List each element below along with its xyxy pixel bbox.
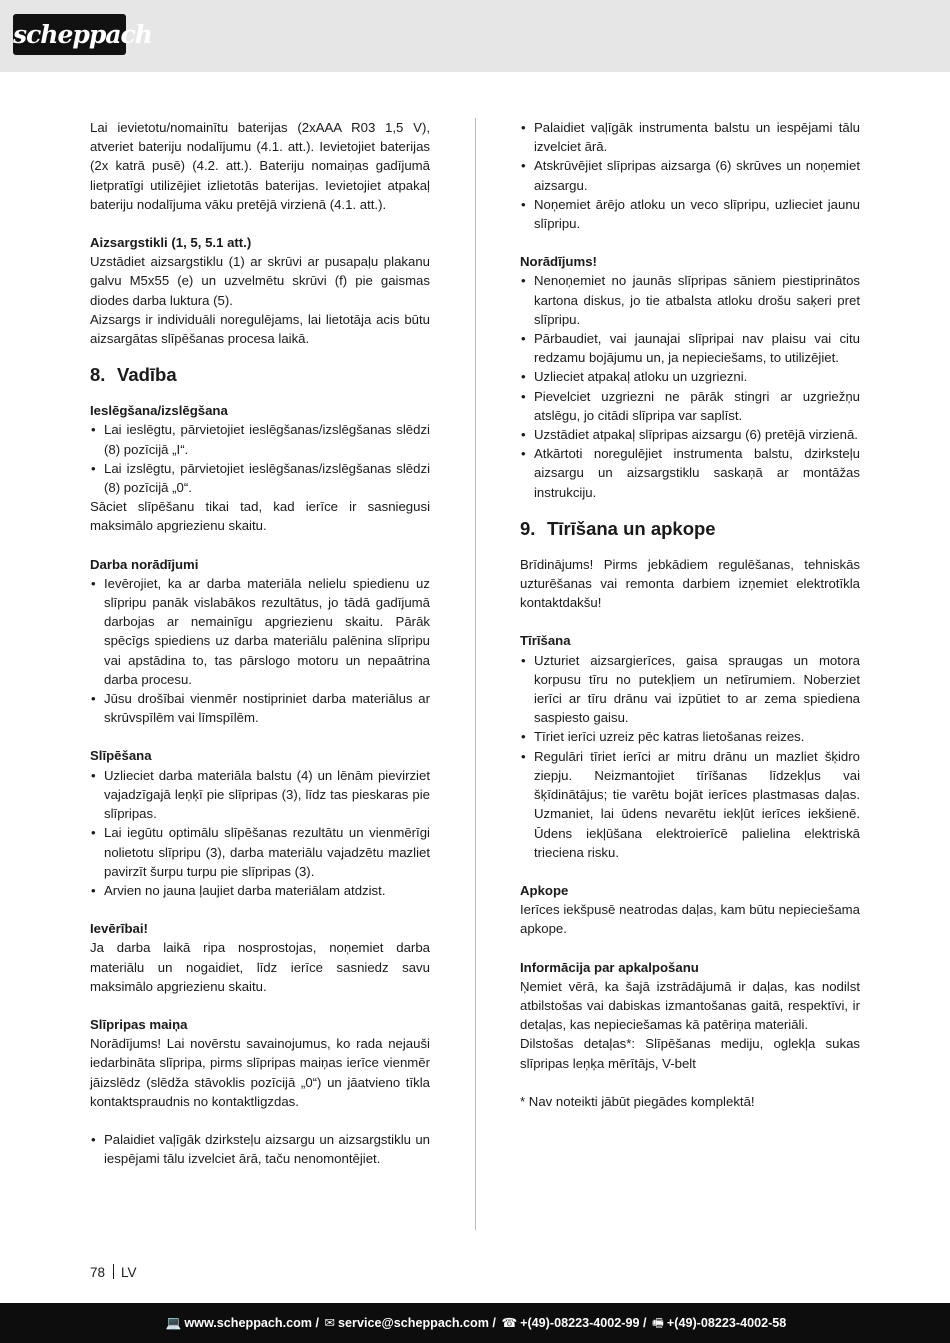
column-divider <box>475 118 476 1230</box>
grinding-list <box>90 766 430 900</box>
list-item: • Regulāri tīriet ierīci ar mitru drānu un mazliet šķidro ziepju. Neizmantojiet tīrīšanas līdzekļus vai šķīdinātājus; tie varētu bojāt ierīces plastmasas daļas. Uzmaniet, lai ūdens nevarētu iekļūt ierīces iekšienē. Ūdens iekļūšana elektroierīcē palielina elektriskā trieciena risku. <box>520 747 860 862</box>
footer-separator: / <box>488 1316 500 1330</box>
work-instructions-list <box>90 574 430 728</box>
list-item: • Lai ieslēgtu, pārvietojiet ieslēgšanas/izslēgšanas slēdzi (8) pozīcijā „I“. <box>90 420 430 458</box>
list-item: • Atkārtoti noregulējiet instrumenta balstu, dzirksteļu aizsargu un aizsargstiklu saskaņā ar montāžas instrukciju. <box>520 444 860 502</box>
section-title-maintenance: Apkope <box>520 882 569 898</box>
section-title-on-off: Ieslēgšana/izslēgšana <box>90 403 228 419</box>
list-item: • Uzlieciet atpakaļ atloku un uzgriezni. <box>520 367 860 386</box>
section-title-attention: Ievērībai! <box>90 921 148 937</box>
list-item: • Palaidiet vaļīgāk dzirksteļu aizsargu un aizsargstiklu un iespējami tālu izvelciet ārā, taču nenomontējiet. <box>90 1130 430 1168</box>
section-title-note: Norādījums! <box>520 254 597 270</box>
footer-email-link[interactable]: service@scheppach.com <box>338 1316 489 1330</box>
on-off-list <box>90 420 430 497</box>
scheppach-logo: scheppach <box>13 14 126 55</box>
list-item: • Uzturiet aizsargierīces, gaisa spraugas un motora korpusu tīru no putekļiem un netīrumiem. Noberziet ierīci ar tīru drānu vai izpūtiet to ar zema spiediena saspiesto gaisu. <box>520 651 860 728</box>
cleaning-list <box>520 651 860 862</box>
chapter-heading-8 <box>90 363 430 387</box>
list-item: • Uzstādiet atpakaļ slīpripas aizsargu (6) pretējā virzienā. <box>520 425 860 444</box>
chapter-number: 8. <box>90 364 106 386</box>
computer-icon: 💻 <box>165 1316 182 1330</box>
section-title-protective-glass: Aizsargstikli (1, 5, 5.1 att.) <box>90 235 252 251</box>
warning-paragraph: Brīdinājums! Pirms jebkādiem regulēšanas, tehniskās uzturēšanas vai remonta darbiem izņemiet elektrotīkla kontaktdakšu! <box>520 556 860 611</box>
list-item: • Ievērojiet, ka ar darba materiāla nelielu spiedienu uz slīpripu panāk vislabākos rezultātus, jo tādā gadījumā darbojas ar nemainīgu apgriezienu skaitu. Pārāk spēcīgs spiediens uz darba materiālu palēnina slīpripu vai apstādina to, tas pārslogo motoru un nepaātrina darba procesu. <box>90 574 430 689</box>
chapter-heading-9 <box>520 517 860 541</box>
section-title-grinding: Slīpēšana <box>90 748 152 764</box>
page-number-value: 78 <box>90 1265 106 1280</box>
list-item: • Pievelciet uzgriezni ne pārāk stingri ar uzgriežņu atslēgu, jo citādi slīpripa var saplīst. <box>520 387 860 425</box>
wheel-change-continued-list <box>520 118 860 233</box>
fax-icon: 🖷 <box>652 1316 664 1330</box>
note-list <box>520 271 860 501</box>
list-item: • Lai iegūtu optimālu slīpēšanas rezultātu un vienmērīgi nolietotu slīpripu (3), darba materiālu vajadzētu mazliet pavirzīt šurpu turpu pie slīpripas (3). <box>90 823 430 881</box>
chapter-title: Vadība <box>117 364 177 386</box>
battery-paragraph: Lai ievietotu/nomainītu baterijas (2xAAA R03 1,5 V), atveriet bateriju nodalījumu (4.1. att.). Ievietojiet baterijas (2x katrā pusē) (4.2. att.). Bateriju nomaiņas gadījumā lietpratīgi utilizējiet izlietotās baterijas. Ievietojiet atpakaļ bateriju nodalījuma vāku pretējā virzienā (4.1. att.). <box>90 120 430 212</box>
list-item: • Pārbaudiet, vai jaunajai slīpripai nav plaisu vai citu redzamu bojājumu un, ja nepieciešams, to utilizējiet. <box>520 329 860 367</box>
service-info-paragraph-2: Dilstošas detaļas*: Slīpēšanas mediju, oglekļa sukas slīpripas leņķa mērītājs, V-belt <box>520 1036 860 1071</box>
attention-paragraph: Ja darba laikā ripa nosprostojas, noņemiet darba materiālu un nogaidiet, līdz ierīce sasniedz savu maksimālo apgriezienu skaitu. <box>90 940 430 994</box>
wheel-change-list <box>90 1130 430 1168</box>
phone-icon: ☎ <box>501 1316 518 1330</box>
list-item: • Noņemiet ārējo atloku un veco slīpripu, uzlieciet jaunu slīpripu. <box>520 195 860 233</box>
footer-separator: / <box>639 1316 651 1330</box>
right-column <box>520 118 860 1111</box>
left-column <box>90 118 430 1168</box>
list-item: • Arvien no jauna ļaujiet darba materiālam atdzist. <box>90 881 430 900</box>
language-code: LV <box>121 1265 137 1280</box>
list-item: • Atskrūvējiet slīpripas aizsarga (6) skrūves un noņemiet aizsargu. <box>520 156 860 194</box>
section-title-wheel-change: Slīpripas maiņa <box>90 1016 188 1032</box>
footer-contact-bar <box>0 1303 950 1343</box>
section-title-service-info: Informācija par apkalpošanu <box>520 959 699 975</box>
section-title-work-instructions: Darba norādījumi <box>90 556 199 572</box>
page-number-separator <box>113 1264 114 1279</box>
list-item: • Tīriet ierīci uzreiz pēc katras lietošanas reizes. <box>520 727 860 746</box>
chapter-title: Tīrīšana un apkope <box>547 517 716 539</box>
footer-fax: +(49)-08223-4002-58 <box>666 1316 787 1330</box>
footer-phone: +(49)-08223-4002-99 <box>520 1316 640 1330</box>
maintenance-paragraph: Ierīces iekšpusē neatrodas daļas, kam būtu nepieciešama apkope. <box>520 902 860 937</box>
delivery-note: * Nav noteikti jābūt piegādes komplektā! <box>520 1093 755 1109</box>
footer-web-link[interactable]: www.scheppach.com <box>184 1316 312 1330</box>
list-item: • Uzlieciet darba materiāla balstu (4) un lēnām pievirziet vajadzīgajā leņķī pie slīpripas (3), līdz tas pieskaras pie slīpripas. <box>90 766 430 824</box>
wheel-change-paragraph: Norādījums! Lai novērstu savainojumus, ko rada nejauši iedarbināta slīpripa, pirms slīpripas maiņas ierīce vienmēr jāizslēdz (slēdža stāvoklis pozīcijā „0“) un jāatvieno tīkla kontaktspraudnis no kontaktligzdas. <box>90 1036 430 1109</box>
protective-glass-paragraph-1: Uzstādiet aizsargstiklu (1) ar skrūvi ar pusapaļu plakanu galvu M5x55 (e) un uzvelmētu skrūvi (f) pie gaismas diodes darba luktura (5). <box>90 254 430 308</box>
page-number <box>90 1264 137 1282</box>
section-title-cleaning: Tīrīšana <box>520 633 571 649</box>
footer-separator: / <box>311 1316 323 1330</box>
chapter-number: 9. <box>520 517 536 539</box>
list-item: • Nenoņemiet no jaunās slīpripas sāniem piestiprinātos kartona diskus, jo tie atbalsta atloku drošu saķeri pret slīpripu. <box>520 271 860 329</box>
envelope-icon: ✉ <box>324 1316 336 1330</box>
service-info-paragraph-1: Ņemiet vērā, ka šajā izstrādājumā ir daļas, kas nodilst atbilstošas vai dabiskas izmantošanas gaitā, respektīvi, ir detaļas, kas nepieciešamas kā patēriņa materiāli. <box>520 978 860 1033</box>
list-item: • Jūsu drošībai vienmēr nostipriniet darba materiālus ar skrūvspīlēm vai līmspīlēm. <box>90 689 430 727</box>
list-item: • Palaidiet vaļīgāk instrumenta balstu un iespējami tālu izvelciet ārā. <box>520 118 860 156</box>
protective-glass-paragraph-2: Aizsargs ir individuāli noregulējams, lai lietotāja acis būtu aizsargātas slīpēšanas procesa laikā. <box>90 311 430 347</box>
on-off-paragraph: Sāciet slīpēšanu tikai tad, kad ierīce ir sasniegusi maksimālo apgriezienu skaitu. <box>90 499 430 534</box>
list-item: • Lai izslēgtu, pārvietojiet ieslēgšanas/izslēgšanas slēdzi (8) pozīcijā „0“. <box>90 459 430 497</box>
